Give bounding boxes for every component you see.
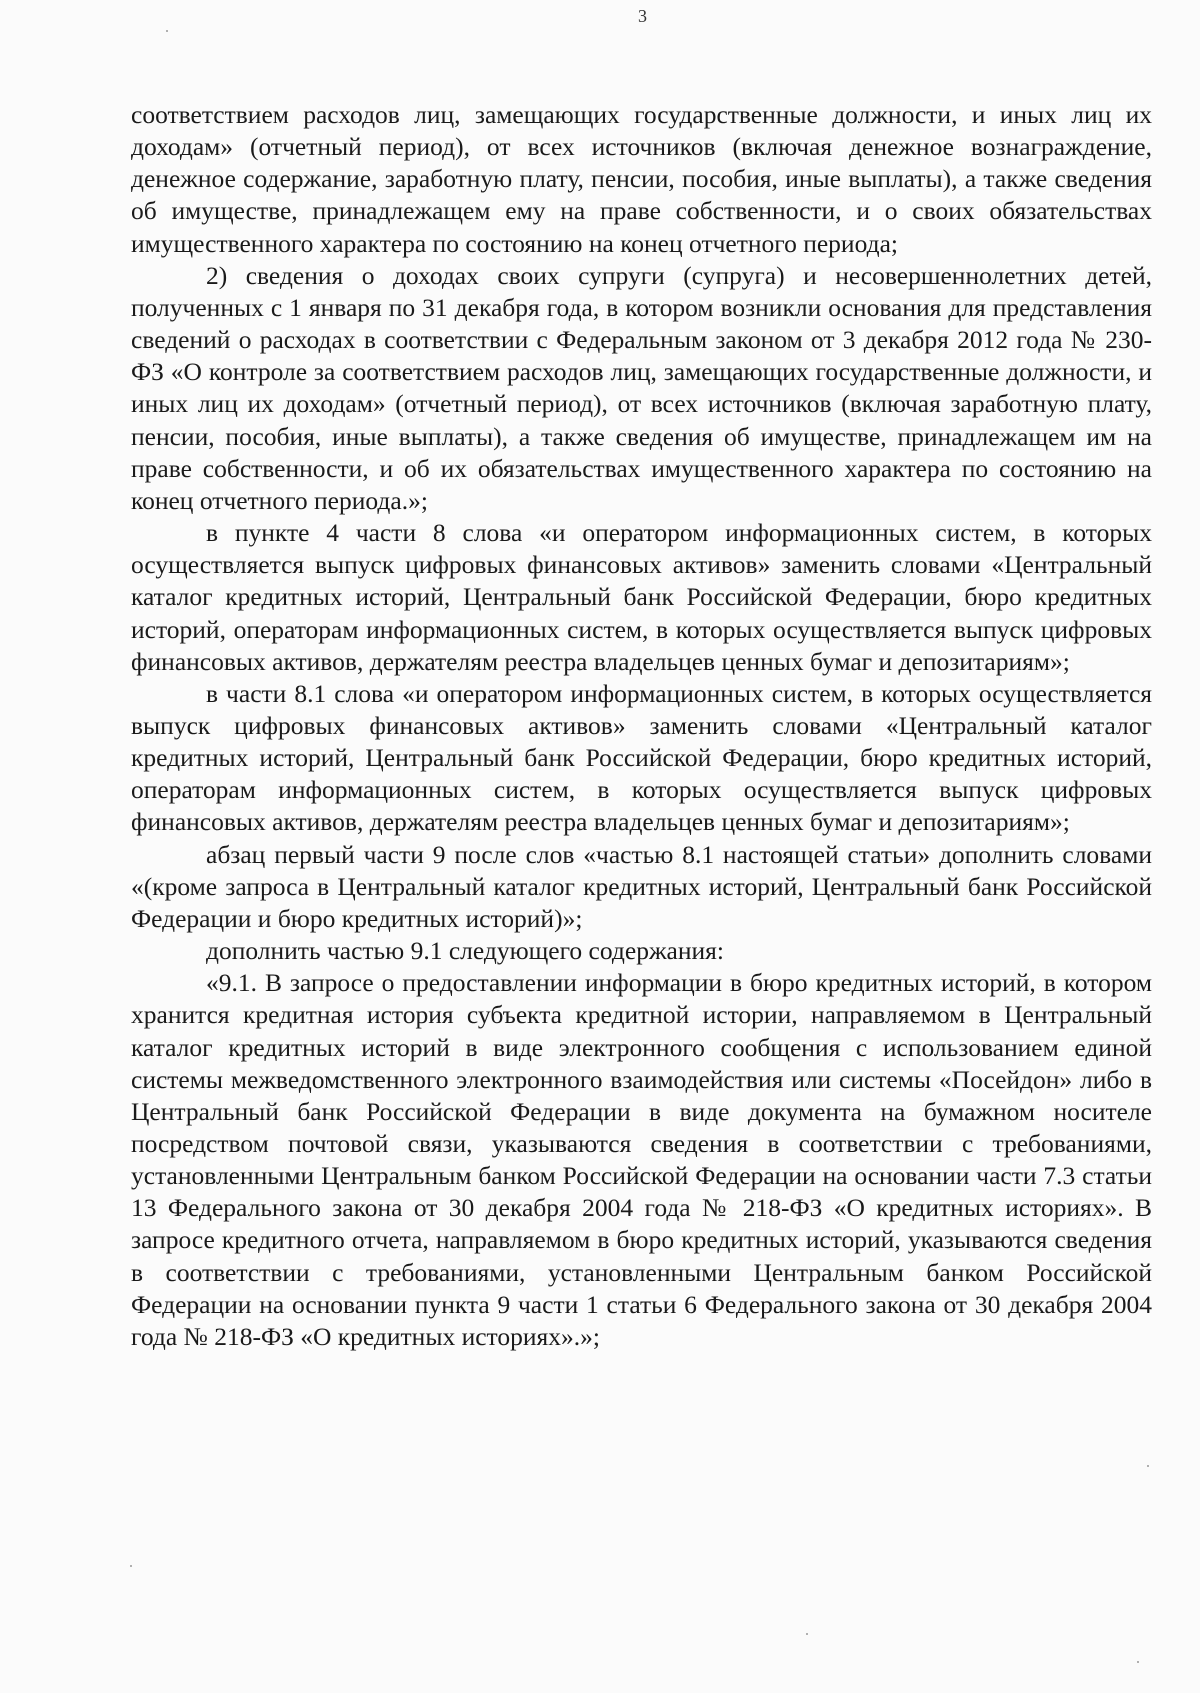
page-number: 3 [638,6,647,26]
paragraph-amend-part-8-1: в части 8.1 слова «и оператором информационных систем, в которых осуществляется выпуск цифровых финансовых активов» заменить словами «Центральный каталог кредитных историй, Центральный банк Российской Федерации, бюро кредитных историй, операторам информационных систем, в которых осуществляется выпуск цифровых финансовых активов, держателям реестра владельцев ценных бумаг и депозитариям»; [131,678,1152,837]
scan-speck [166,30,168,32]
paragraph-amend-part-9: абзац первый части 9 после слов «частью 8.1 настоящей статьи» дополнить словами «(кроме запроса в Центральный каталог кредитных историй, Центральный банк Российской Федерации и бюро кредитных историй)»; [131,839,1152,933]
scan-speck [1147,1465,1149,1467]
paragraph-add-part-9-1: дополнить частью 9.1 следующего содержания: [206,936,724,966]
paragraph-part-9-1-text: «9.1. В запросе о предоставлении информации в бюро кредитных историй, в котором хранится кредитная история субъекта кредитной истории, направляемом в Центральный каталог кредитных историй в виде электронного сообщения с использованием единой системы межведомственного электронного взаимодействия или системы «Посейдон» либо в Центральный банк Российской Федерации в виде документа на бумажном носителе посредством почтовой связи, указываются сведения в соответствии с требованиями, установленными Центральным банком Российской Федерации на основании части 7.3 статьи 13 Федерального закона от 30 декабря 2004 года № 218-ФЗ «О кредитных историях». В запросе кредитного отчета, направляемом в бюро кредитных историй, указываются сведения в соответствии с требованиями, установленными Центральным банком Российской Федерации на основании пункта 9 части 1 статьи 6 Федерального закона от 30 декабря 2004 года № 218-ФЗ «О кредитных историях».»; [131,968,1152,1351]
paragraph-amend-part-8: в пункте 4 части 8 слова «и оператором информационных систем, в которых осуществляется выпуск цифровых финансовых активов» заменить словами «Центральный каталог кредитных историй, Центральный банк Российской Федерации, бюро кредитных историй, операторам информационных систем, в которых осуществляется выпуск цифровых финансовых активов, держателям реестра владельцев ценных бумаг и депозитариям»; [131,518,1152,676]
paragraph-continuation: соответствием расходов лиц, замещающих государственные должности, и иных лиц их доходам» (отчетный период), от всех источников (включая денежное вознаграждение, денежное содержание, заработную плату, пенсии, пособия, иные выплаты), а также сведения об имуществе, принадлежащем ему на праве собственности, и о своих обязательствах имущественного характера по состоянию на конец отчетного периода; [131,100,1152,258]
paragraph-item-2: 2) сведения о доходах своих супруги (супруга) и несовершеннолетних детей, полученных с 1 января по 31 декабря года, в котором возникли основания для представления сведений о расходах в соответствии с Федеральным законом от 3 декабря 2012 года № 230-ФЗ «О контроле за соответствием расходов лиц, замещающих государственные должности, и иных лиц их доходам» (отчетный период), от всех источников (включая заработную плату, пенсии, пособия, иные выплаты), а также сведения об имуществе, принадлежащем им на праве собственности, и об их обязательствах имущественного характера по состоянию на конец отчетного периода.»; [131,260,1152,515]
scan-speck [806,1633,808,1635]
scan-speck [130,1565,132,1567]
scan-speck [1137,1661,1139,1663]
document-body [131,99,1152,1353]
